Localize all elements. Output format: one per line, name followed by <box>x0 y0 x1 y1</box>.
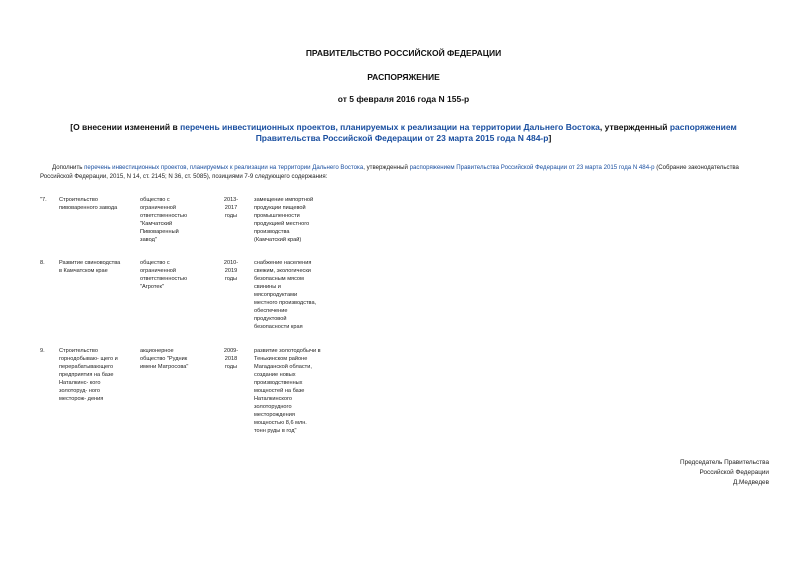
project-goal: снабжение населения свежим, экологически безопасным мясом свинины и мясопродуктами местного производства, обеспечение продуктовой безопасности края <box>254 260 317 330</box>
project-name: Строительство пивоваренного завода <box>59 197 118 211</box>
document-title <box>40 122 767 144</box>
implementation-years: 2010- 2019 годы <box>223 260 239 282</box>
date-number-heading: от 5 февраля 2016 года N 155-р <box>337 94 470 104</box>
organization-name: общество с ограниченной ответственностью "Камчатский Пивоваренный завод" <box>140 197 188 243</box>
row-number: "7. <box>40 197 47 203</box>
intro-link-order-484[interactable]: распоряжением Правительства Российской Федерации от 23 марта 2015 года N 484-р <box>409 164 655 171</box>
project-name: Развитие свиноводства в Камчатском крае <box>59 260 121 274</box>
document-type-heading: РАСПОРЯЖЕНИЕ <box>367 72 440 82</box>
implementation-years: 2013- 2017 годы <box>223 197 239 219</box>
organization-name: общество с ограниченной ответственностью "Агротек" <box>140 260 188 290</box>
row-number: 9. <box>40 348 45 354</box>
intro-tail: (Собрание законодательства Российской Федерации, 2015, N 14, ст. 2145; N 36, ст. 5085), позициями 7-9 следующего содержания: <box>40 164 739 180</box>
implementation-years: 2009- 2018 годы <box>223 348 239 370</box>
title-link-project-list[interactable]: перечень инвестиционных проектов, планируемых к реализации на территории Дальнего Востока <box>180 122 600 132</box>
project-goal: развитие золотодобычи в Тенькинском районе Магаданской области, создание новых производственных мощностей на базе Наталкинского золоторудного месторождения мощностью 8,6 млн. тонн руды в год" <box>254 348 321 434</box>
intro-paragraph <box>40 163 770 181</box>
organization-name: акционерное общество "Рудник имени Матросова" <box>140 348 189 370</box>
signatory-body: Российской Федерации <box>699 469 769 476</box>
signature-block <box>680 458 769 488</box>
row-number: 8. <box>40 260 45 266</box>
title-middle: , утвержденный <box>599 122 670 132</box>
title-close: ] <box>548 133 552 143</box>
intro-mid: , утвержденный <box>363 164 410 171</box>
title-open: [О внесении изменений в <box>70 122 181 132</box>
signatory-title: Председатель Правительства <box>680 459 769 466</box>
government-heading: ПРАВИТЕЛЬСТВО РОССИЙСКОЙ ФЕДЕРАЦИИ <box>305 48 502 58</box>
project-goal: замещение импортной продукции пищевой промышленности продукцией местного производства (Камчатский край) <box>254 197 314 243</box>
title-link-order-484[interactable]: распоряжением Правительства Российской Федерации от 23 марта 2015 года N 484-р <box>255 122 737 143</box>
intro-link-project-list[interactable]: перечень инвестиционных проектов, планируемых к реализации на территории Дальнего Востока <box>84 164 364 171</box>
signatory-name: Д.Медведев <box>732 479 769 486</box>
intro-lead: Дополнить <box>52 164 85 171</box>
project-name: Строительство горнодобываю- щего и перерабатывающего предприятия на базе Наталкинс- кого золоторуд- ного месторож- дения <box>59 348 118 402</box>
